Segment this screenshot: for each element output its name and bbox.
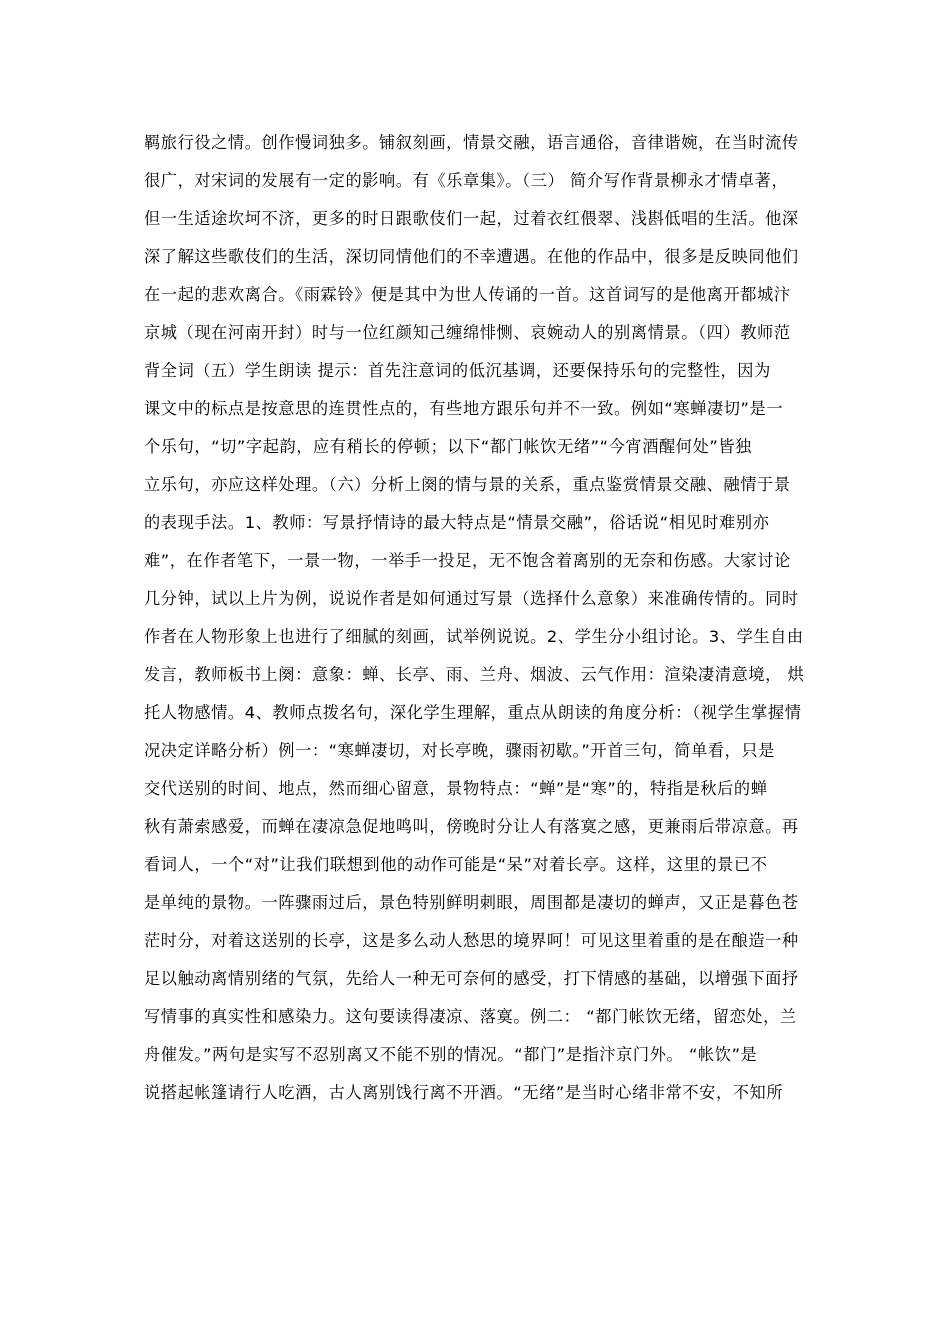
text-line: 作者在人物形象上也进行了细腻的刻画，试举例说说。2、学生分小组讨论。3、学生自由 xyxy=(144,627,804,646)
text-line: 很广，对宋词的发展有一定的影响。有《乐章集》。（三） 简介写作背景柳永才情卓著， xyxy=(144,171,789,190)
text-line: 背全词（五）学生朗读 提示：首先注意词的低沉基调，还要保持乐句的完整性，因为 xyxy=(144,361,771,380)
text-line: 况决定详略分析）例一：“寒蝉凄切，对长亭晚，骤雨初歇。”开首三句，简单看，只是 xyxy=(144,741,776,760)
text-line: 羁旅行役之情。创作慢词独多。铺叙刻画，情景交融，语言通俗，音律谐婉，在当时流传 xyxy=(144,133,799,152)
text-line: 是单纯的景物。一阵骤雨过后，景色特别鲜明刺眼，周围都是凄切的蝉声，又正是暮色苍 xyxy=(144,893,799,912)
text-line: 说搭起帐篷请行人吃酒，古人离别饯行离不开酒。“无绪”是当时心绪非常不安，不知所 xyxy=(144,1083,784,1102)
body-text xyxy=(144,124,814,1112)
text-line: 茫时分，对着这送别的长亭，这是多么动人愁思的境界呵！可见这里着重的是在酿造一种 xyxy=(144,931,799,950)
text-line: 托人物感情。4、教师点拨名句，深化学生理解，重点从朗读的角度分析：（视学生掌握情 xyxy=(144,703,802,722)
text-line: 课文中的标点是按意思的连贯性点的，有些地方跟乐句并不一致。例如“寒蝉凄切”是一 xyxy=(144,399,784,418)
text-line: 发言，教师板书上阕：意象：蝉、长亭、雨、兰舟、烟波、云气作用：渲染凄清意境， 烘 xyxy=(144,665,805,684)
text-line: 写情事的真实性和感染力。这句要读得凄凉、落寞。例二： “都门帐饮无绪，留恋处，兰 xyxy=(144,1007,797,1026)
text-line: 但一生适途坎坷不济，更多的时日跟歌伎们一起，过着衣红偎翠、浅斟低唱的生活。他深 xyxy=(144,209,799,228)
text-line: 个乐句，“切”字起韵，应有稍长的停顿；以下“都门帐饮无绪”“今宵酒醒何处”皆独 xyxy=(144,437,752,456)
text-line: 京城（现在河南开封）时与一位红颜知己缠绵悱恻、哀婉动人的别离情景。（四）教师范 xyxy=(144,323,791,342)
text-line: 舟催发。”两句是实写不忍别离又不能不别的情况。“都门”是指汴京门外。 “帐饮”是 xyxy=(144,1045,758,1064)
text-line: 足以触动离情别绪的气氛，先给人一种无可奈何的感受，打下情感的基础，以增强下面抒 xyxy=(144,969,799,988)
text-line: 秋有萧索感爱，而蝉在凄凉急促地鸣叫，傍晚时分让人有落寞之感，更兼雨后带凉意。再 xyxy=(144,817,799,836)
text-line: 看词人，一个“对”让我们联想到他的动作可能是“呆”对着长亭。这样，这里的景已不 xyxy=(144,855,768,874)
text-line: 交代送别的时间、地点，然而细心留意，景物特点：“蝉”是“寒”的，特指是秋后的蝉 xyxy=(144,779,768,798)
text-line: 难”，在作者笔下，一景一物，一举手一投足，无不饱含着离别的无奈和伤感。大家讨论 xyxy=(144,551,791,570)
text-line: 在一起的悲欢离合。《雨霖铃》便是其中为世人传诵的一首。这首词写的是他离开都城汴 xyxy=(144,285,791,304)
text-line: 几分钟，试以上片为例，说说作者是如何通过写景（选择什么意象）来准确传情的。同时 xyxy=(144,589,799,608)
text-line: 的表现手法。1、教师：写景抒情诗的最大特点是“情景交融”，俗话说“相见时难别亦 xyxy=(144,513,770,532)
text-line: 立乐句，亦应这样处理。（六）分析上阕的情与景的关系，重点鉴赏情景交融、融情于景 xyxy=(144,475,791,494)
text-line: 深了解这些歌伎们的生活，深切同情他们的不幸遭遇。在他的作品中，很多是反映同他们 xyxy=(144,247,799,266)
